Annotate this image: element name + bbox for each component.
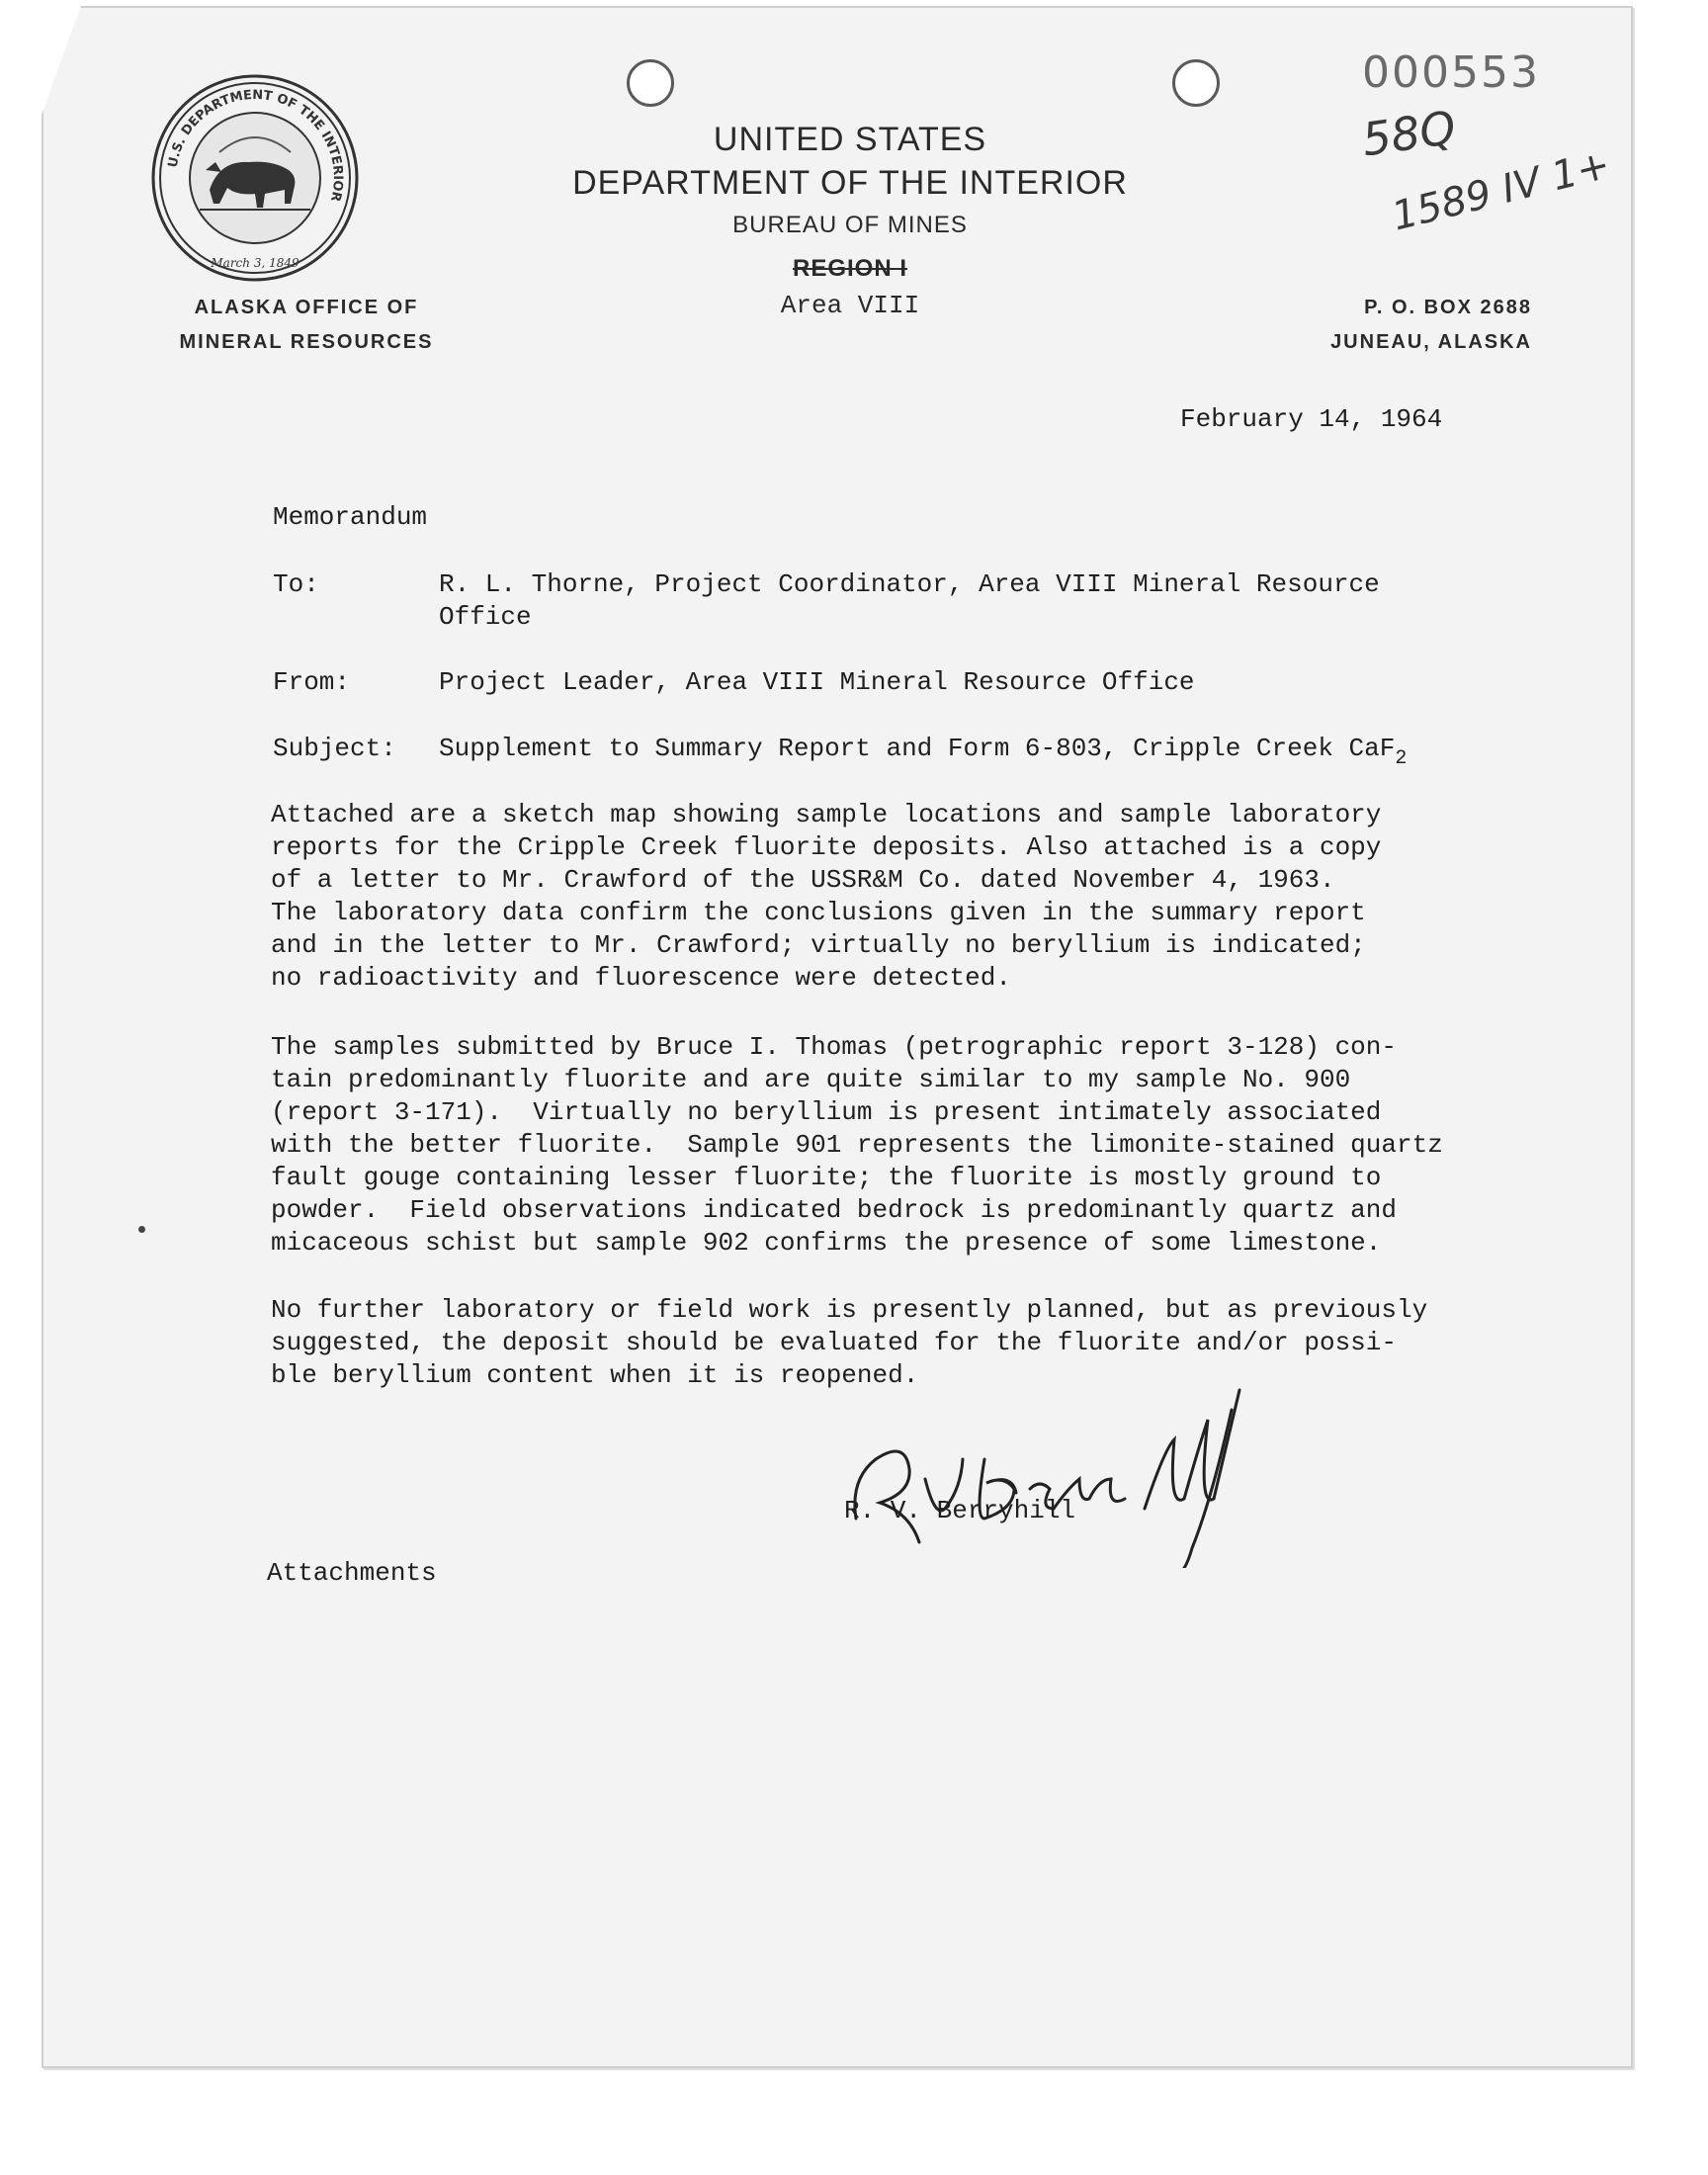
subject-text: Supplement to Summary Report and Form 6-803, Cripple Creek CaF: [439, 734, 1396, 763]
right-address-line1: P. O. BOX 2688: [1364, 297, 1532, 318]
memo-heading: Memorandum: [273, 502, 428, 532]
handwritten-note-2: 1589 IV 1+: [1387, 141, 1615, 240]
punch-hole-left: [627, 59, 674, 107]
paragraph-3: No further laboratory or field work is presently planned, but as previously suggested, the deposit should be evaluated for the fluorite and/or possi- ble beryllium content when it is reopened.: [271, 1295, 1428, 1390]
paragraph-2: The samples submitted by Bruce I. Thomas (petrographic report 3-128) con- tain predominantly fluorite and are quite similar to my sample No. 900 (report 3-171). Virtually no beryllium is present intimately associated with the better fluorite. Sample 901 represents the limonite-stained quartz fault gouge containing lesser fluorite; the fluorite is mostly ground to powder. Field observations indicated bedrock is predominantly quartz and micaceous schist but sample 902 confirms the presence of some limestone.: [271, 1032, 1443, 1258]
attachments-label: Attachments: [267, 1558, 437, 1588]
from-value: Project Leader, Area VIII Mineral Resource Office: [439, 667, 1195, 697]
handwritten-note-1: 58Q: [1358, 100, 1460, 167]
seal-date: March 3, 1849: [211, 256, 299, 270]
signature-name: R. V. Berryhill: [844, 1496, 1076, 1525]
left-office-line2: MINERAL RESOURCES: [179, 331, 434, 353]
letterhead-line1: UNITED STATES: [713, 121, 987, 158]
to-label: To:: [273, 569, 319, 599]
from-label: From:: [273, 667, 351, 697]
region-struck: REGION I: [792, 255, 907, 282]
right-address-block: [1275, 291, 1532, 360]
letterhead-line3: BUREAU OF MINES: [732, 212, 968, 238]
right-address-line2: JUNEAU, ALASKA: [1330, 331, 1532, 353]
subject-value: [439, 733, 1407, 775]
area-label: Area VIII: [780, 291, 920, 320]
document-number-stamp: 000553: [1362, 47, 1540, 98]
handwritten-signature: [836, 1370, 1281, 1568]
paper-speck: [138, 1226, 145, 1233]
department-seal: [150, 73, 360, 283]
punch-hole-right: [1172, 59, 1220, 107]
memo-date: February 14, 1964: [1180, 404, 1443, 434]
seal-ring-text: U.S. DEPARTMENT OF THE INTERIOR: [165, 87, 346, 204]
left-office-line1: ALASKA OFFICE OF: [194, 297, 419, 318]
subject-subscript: 2: [1395, 747, 1408, 770]
left-office-block: [158, 291, 455, 360]
to-value: R. L. Thorne, Project Coordinator, Area VIII Mineral Resource Office: [439, 569, 1380, 632]
subject-label: Subject:: [273, 734, 396, 763]
letterhead-line2: DEPARTMENT OF THE INTERIOR: [572, 164, 1128, 202]
folded-corner: [42, 6, 81, 115]
paragraph-1: Attached are a sketch map showing sample locations and sample laboratory reports for the Cripple Creek fluorite deposits. Also attached is a copy of a letter to Mr. Crawford of the USSR&M Co. dated November 4, 1963. The laboratory data confirm the conclusions given in the summary report and in the letter to Mr. Crawford; virtually no beryllium is indicated; no radioactivity and fluorescence were detected.: [271, 800, 1382, 993]
